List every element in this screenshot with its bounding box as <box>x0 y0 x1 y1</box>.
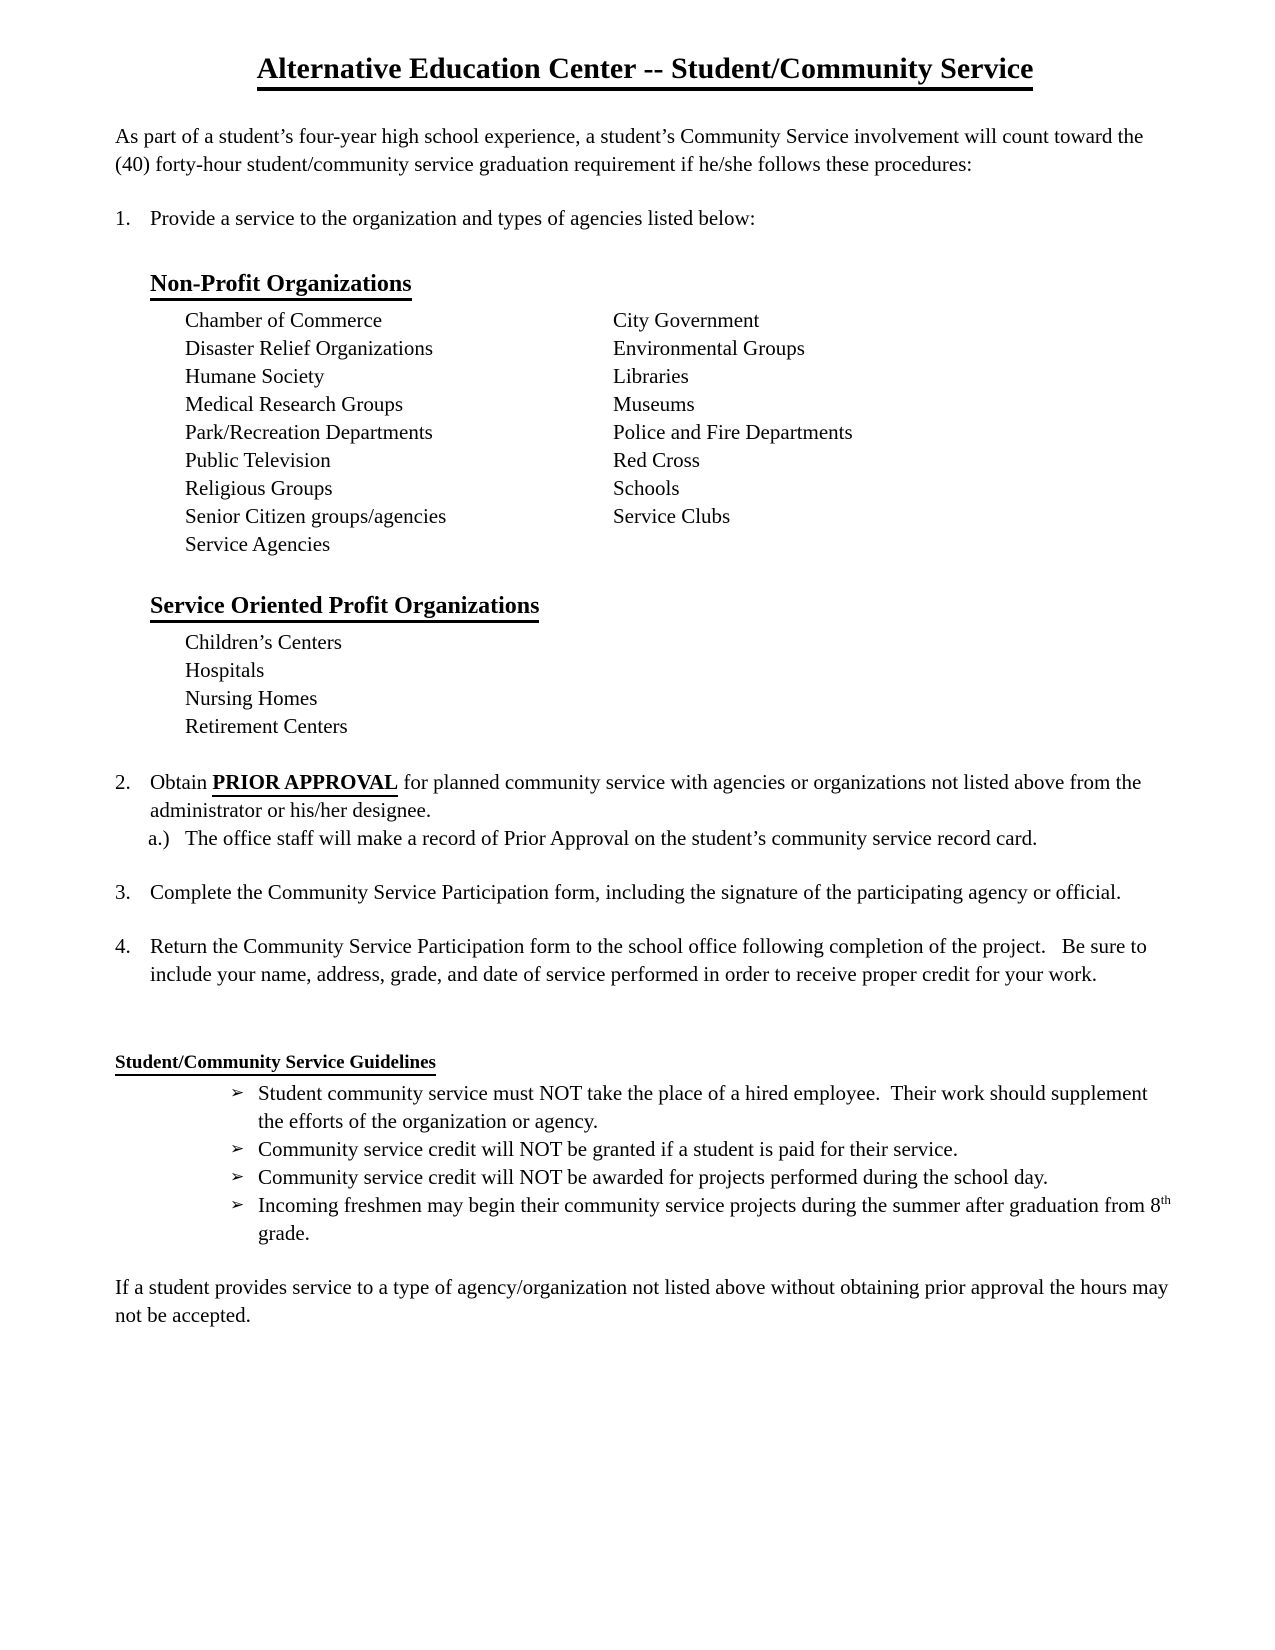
arrow-bullet-icon: ➢ <box>230 1083 245 1103</box>
item-number: 3. <box>115 880 131 904</box>
guideline4-pre: Incoming freshmen may begin their community service projects during the summer after graduation from 8 <box>258 1193 1161 1217</box>
org-list-item: Humane Society <box>185 364 325 388</box>
closing-paragraph: If a student provides service to a type of agency/organization not listed above without obtaining prior approval the hours may not be accepted. <box>115 1275 1174 1327</box>
guideline-text <box>258 1191 1175 1247</box>
nonprofit-column-right <box>613 306 1175 558</box>
sub-item-text: The office staff will make a record of Prior Approval on the student’s community service record card. <box>185 826 1038 850</box>
item-text: Complete the Community Service Participation form, including the signature of the participating agency or official. <box>150 880 1122 904</box>
org-list-item: Retirement Centers <box>185 714 348 738</box>
item-text <box>150 768 1175 852</box>
guidelines-heading-text: Student/Community Service Guidelines <box>115 1052 436 1076</box>
org-list-item: Hospitals <box>185 658 265 682</box>
nonprofit-list <box>185 306 1175 558</box>
guideline-item <box>230 1135 1175 1163</box>
org-list-item: Chamber of Commerce <box>185 308 383 332</box>
superscript-th: th <box>1160 1192 1171 1207</box>
org-list-item: Schools <box>613 476 680 500</box>
org-list-item: City Government <box>613 308 760 332</box>
intro-paragraph: As part of a student’s four-year high school experience, a student’s Community Service involvement will count toward the (40) forty-hour student/community service graduation requirement if he/she follows these procedures: <box>115 124 1149 176</box>
procedure-item-2 <box>115 768 1175 852</box>
nonprofit-heading-text: Non-Profit Organizations <box>150 271 412 301</box>
arrow-bullet-icon: ➢ <box>230 1195 245 1215</box>
item2-pre: Obtain <box>150 770 213 794</box>
guidelines-heading <box>115 1050 1175 1076</box>
org-list-item: Children’s Centers <box>185 630 342 654</box>
item-text: Return the Community Service Participation form to the school office following completion of the project. Be sure to include your name, address, grade, and date of service performed in order to receive proper credit for your work. <box>150 934 1153 986</box>
sub-item-label: a.) <box>148 826 170 850</box>
org-list-item: Police and Fire Departments <box>613 420 853 444</box>
guideline4-post: grade. <box>258 1193 1177 1245</box>
item-text: Provide a service to the organization and types of agencies listed below: <box>150 206 756 230</box>
page-title-text: Alternative Education Center -- Student/Community Service <box>257 52 1034 91</box>
item2-post: for planned community service with agencies or organizations not listed above from the administrator or his/her designee. <box>150 770 1147 822</box>
item2-line <box>150 768 1175 824</box>
nonprofit-columns <box>185 306 1175 558</box>
org-list-item: Medical Research Groups <box>185 392 404 416</box>
org-list-item: Disaster Relief Organizations <box>185 336 434 360</box>
org-list-item: Religious Groups <box>185 476 333 500</box>
org-list-item: Senior Citizen groups/agencies <box>185 504 447 528</box>
item-number: 1. <box>115 206 131 230</box>
item-number: 2. <box>115 770 131 794</box>
profit-heading <box>150 590 1175 622</box>
guideline-text: Community service credit will NOT be awarded for projects performed during the school day. <box>258 1165 1049 1189</box>
procedure-item-3 <box>115 878 1175 906</box>
org-list-item: Nursing Homes <box>185 686 318 710</box>
profit-list <box>185 628 1175 740</box>
guideline-item <box>230 1163 1175 1191</box>
procedure-item-4 <box>115 932 1175 988</box>
guideline-text: Student community service must NOT take the place of a hired employee. Their work should supplement the efforts of the organization or agency. <box>258 1081 1154 1133</box>
org-list-item: Environmental Groups <box>613 336 805 360</box>
guideline-text: Community service credit will NOT be granted if a student is paid for their service. <box>258 1137 959 1161</box>
arrow-bullet-icon: ➢ <box>230 1139 245 1159</box>
prior-approval-emphasis: PRIOR APPROVAL <box>212 770 398 797</box>
guideline-item <box>230 1191 1175 1247</box>
nonprofit-column-left <box>185 306 613 558</box>
guideline-item <box>230 1079 1175 1135</box>
org-list-item: Red Cross <box>613 448 700 472</box>
page-title <box>115 50 1175 88</box>
arrow-bullet-icon: ➢ <box>230 1167 245 1187</box>
org-list-item: Park/Recreation Departments <box>185 420 433 444</box>
org-list-item: Libraries <box>613 364 689 388</box>
procedure-item-2a <box>148 824 1175 852</box>
org-list-item: Service Agencies <box>185 532 331 556</box>
org-list-item: Museums <box>613 392 695 416</box>
org-list-item: Public Television <box>185 448 331 472</box>
item-number: 4. <box>115 934 131 958</box>
procedure-item-1 <box>115 204 1175 232</box>
guidelines-list <box>230 1079 1175 1247</box>
org-list-item: Service Clubs <box>613 504 731 528</box>
profit-heading-text: Service Oriented Profit Organizations <box>150 593 539 623</box>
nonprofit-heading <box>150 268 1175 300</box>
